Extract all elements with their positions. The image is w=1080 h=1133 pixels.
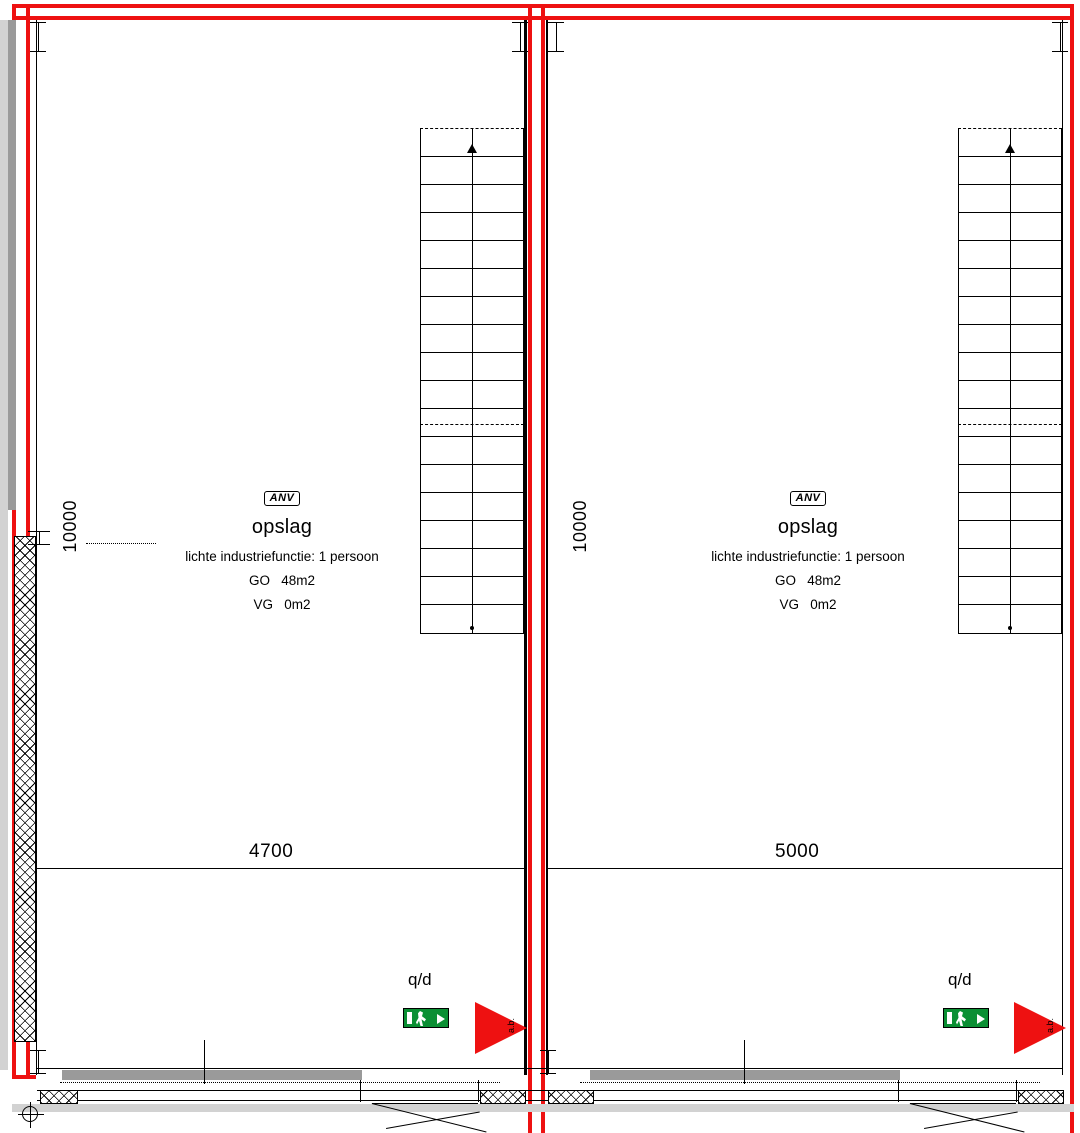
- column-mark-center-bottom: [540, 1050, 556, 1074]
- qd-label-left: q/d: [408, 970, 432, 989]
- masonry-block-left-bottom: [40, 1090, 78, 1104]
- door-frame-left-b: [478, 1080, 479, 1102]
- party-wall-secondary: [546, 20, 548, 1075]
- stair-right: [958, 128, 1062, 634]
- door-frame-right-b: [1016, 1080, 1017, 1102]
- qd-label-right: q/d: [948, 970, 972, 989]
- facade-mullion-2: [744, 1040, 745, 1084]
- emergency-exit-sign-left: [403, 1008, 449, 1028]
- assembly-point-label-right: a.b.: [1045, 1018, 1055, 1034]
- go-label-left: GO: [248, 573, 270, 588]
- survey-target-icon: [22, 1106, 38, 1122]
- dimension-horizontal-left: 4700: [249, 841, 294, 862]
- fire-boundary-bottom-left: [12, 1075, 36, 1079]
- left-unit-exterior-wall: [36, 20, 37, 1075]
- column-mark-left-top: [30, 22, 46, 52]
- vg-label-left: VG: [253, 597, 273, 612]
- assembly-point-triangle-right: [1014, 1002, 1066, 1054]
- party-wall: [524, 20, 527, 1075]
- bottom-dotted-threshold-right: [580, 1082, 1040, 1083]
- room-vg-left: [140, 597, 424, 612]
- room-vg-right: [666, 597, 950, 612]
- door-leaf-left: [372, 1103, 478, 1104]
- room-annotation-right: [666, 488, 950, 612]
- dimension-vertical-left: 10000: [60, 500, 80, 553]
- stair-left-start-dot: [470, 626, 474, 630]
- go-label-right: GO: [774, 573, 796, 588]
- room-annotation-left: [140, 488, 424, 612]
- anv-badge-left: ANV: [140, 488, 424, 506]
- masonry-block-center-left: [480, 1090, 526, 1104]
- masonry-block-right-bottom: [1018, 1090, 1064, 1104]
- assembly-point-triangle-left: [475, 1002, 527, 1054]
- emergency-exit-sign-right: [943, 1008, 989, 1028]
- stair-right-start-dot: [1008, 626, 1012, 630]
- room-name-left: opslag: [251, 516, 313, 538]
- room-go-right: [666, 573, 950, 588]
- stair-right-direction-line: [1010, 152, 1011, 632]
- column-mark-center-top-left: [512, 22, 528, 52]
- stair-left-up-arrow-icon: [467, 144, 477, 153]
- column-mark-left-mid: [28, 531, 50, 545]
- dimension-horizontal-right: 5000: [775, 841, 820, 862]
- room-name-right: opslag: [777, 516, 839, 538]
- door-frame-right-a: [898, 1080, 899, 1102]
- left-mezzanine-edge: [37, 868, 524, 869]
- fire-boundary-right-outer: [1070, 4, 1074, 1133]
- right-unit-exterior-wall: [1062, 20, 1063, 1075]
- stair-left-direction-line: [472, 152, 473, 632]
- room-function-left: lichte industriefunctie: 1 persoon: [185, 549, 379, 564]
- right-mezzanine-edge: [548, 868, 1062, 869]
- anv-badge-right: ANV: [666, 488, 950, 506]
- door-leaf-right: [910, 1103, 1016, 1104]
- vg-value-left: 0m2: [284, 597, 311, 612]
- room-function-right: lichte industriefunctie: 1 persoon: [711, 549, 905, 564]
- bottom-dotted-threshold: [60, 1082, 500, 1083]
- dimension-vertical-right: 10000: [570, 500, 590, 553]
- facade-mullion-1: [204, 1040, 205, 1084]
- room-go-left: [140, 573, 424, 588]
- masonry-block-center-right: [548, 1090, 594, 1104]
- door-frame-left-a: [360, 1080, 361, 1102]
- vg-label-right: VG: [779, 597, 799, 612]
- go-value-left: 48m2: [281, 573, 316, 588]
- glazing-sill-left: [62, 1070, 362, 1080]
- assembly-point-label-left: a.b.: [506, 1018, 516, 1034]
- left-cavity-wall: [14, 536, 36, 1042]
- fire-boundary-center-left: [528, 4, 532, 1133]
- column-mark-right-top: [1052, 22, 1068, 52]
- fire-boundary-center-right: [541, 4, 545, 1133]
- stair-right-up-arrow-icon: [1005, 144, 1015, 153]
- column-mark-left-bottom: [30, 1050, 46, 1074]
- stair-left: [420, 128, 524, 634]
- column-mark-center-top-right: [548, 22, 564, 52]
- vg-value-right: 0m2: [810, 597, 837, 612]
- left-facade-shading-lower: [0, 20, 8, 1070]
- go-value-right: 48m2: [807, 573, 842, 588]
